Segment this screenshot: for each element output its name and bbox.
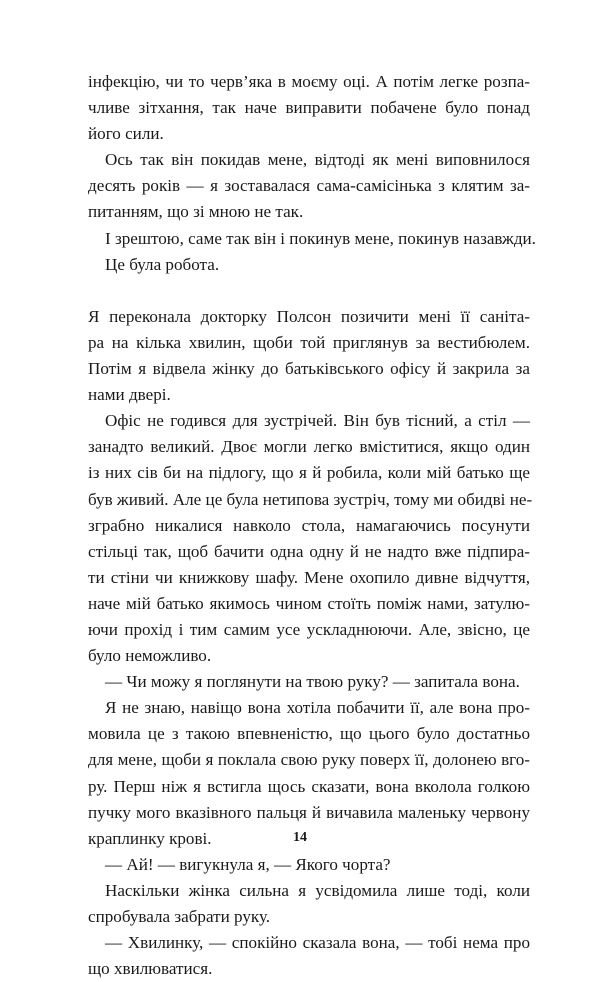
text-line: Я не знаю, навіщо вона хотіла побачити її, але вона про- bbox=[105, 698, 530, 718]
text-line: Ось так він покидав мене, відтоді як мені виповнилося bbox=[105, 150, 530, 170]
text-line: із них сів би на підлогу, що я й робила, коли мій батько ще bbox=[88, 463, 530, 483]
text-line: краплинку крові. bbox=[88, 828, 212, 848]
paragraph bbox=[88, 695, 530, 852]
text-line: — Чи можу я поглянути на твою руку? — запитала вона. bbox=[105, 672, 520, 692]
text-line: для мене, щоби я поклала свою руку поверх її, долонею вго- bbox=[88, 750, 530, 770]
paragraph bbox=[88, 852, 530, 878]
text-line: стільці так, щоб бачити одна одну й не надто вже підпира- bbox=[88, 541, 530, 561]
text-line: спробувала забрати руку. bbox=[88, 907, 271, 926]
paragraph bbox=[88, 69, 530, 147]
text-line: — Ай! — вигукнула я, — Якого чорта? bbox=[105, 854, 391, 874]
text-line: мовила це з такою впевненістю, що цього було достатньо bbox=[88, 724, 530, 744]
text-line: нами двері. bbox=[88, 385, 171, 405]
paragraph bbox=[88, 930, 530, 982]
text-line: інфекцію, чи то черв’яка в моєму оці. А потім легке розпа- bbox=[88, 72, 530, 91]
text-line: ти стіни чи книжкову шафу. Мене охопило дивне відчуття, bbox=[88, 567, 530, 587]
text-line: І зрештою, саме так він і покинув мене, покинув назавжди. bbox=[105, 228, 536, 248]
text-line: був живий. Але це була нетипова зустріч, тому ми обидві не- bbox=[88, 489, 533, 509]
paragraph bbox=[88, 408, 533, 669]
text-line: його сили. bbox=[88, 124, 164, 144]
paragraph bbox=[88, 252, 530, 278]
text-line: занадто великий. Двоє могли легко вміститися, якщо один bbox=[88, 437, 530, 457]
text-line: було неможливо. bbox=[88, 646, 212, 666]
text-line: десять років — я зоставалася сама-самісінька з клятим за- bbox=[88, 176, 530, 196]
text-line: наче мій батько якимось чином стоїть поміж нами, затулю- bbox=[88, 593, 530, 613]
text-line: чливе зітхання, так наче виправити побачене було понад bbox=[88, 98, 530, 118]
text-line: ючи прохід і тим самим усе ускладнюючи. Але, звісно, це bbox=[88, 619, 530, 639]
text-line: пучку мого вказівного пальця й вичавила маленьку червону bbox=[88, 802, 530, 822]
text-line: Потім я відвела жінку до батьківського офісу й закрила за bbox=[88, 359, 530, 379]
text-line: Наскільки жінка сильна я усвідомила лише тоді, коли bbox=[105, 880, 530, 900]
paragraph bbox=[88, 147, 530, 225]
text-line: ру. Перш ніж я встигла щось сказати, вона вколола голкою bbox=[88, 776, 530, 796]
text-line: ра на кілька хвилин, щоби той приглянув за вестибюлем. bbox=[88, 332, 530, 352]
text-line: питанням, що зі мною не так. bbox=[88, 202, 304, 222]
text-line: Це була робота. bbox=[105, 254, 220, 274]
text-line: Я переконала докторку Полсон позичити мені її саніта- bbox=[88, 306, 530, 326]
paragraph bbox=[88, 669, 530, 695]
text-line: — Хвилинку, — спокійно сказала вона, — тобі нема про bbox=[105, 933, 530, 953]
text-line: Офіс не годився для зустрічей. Він був тісний, а стіл — bbox=[105, 411, 530, 431]
text-line: зграбно никалися навколо стола, намагаючись посунути bbox=[88, 515, 530, 535]
paragraph bbox=[88, 226, 536, 252]
text-line: що хвилюватися. bbox=[88, 959, 213, 979]
paragraph bbox=[88, 304, 530, 408]
section-break bbox=[88, 278, 530, 304]
page-number: 14 bbox=[293, 830, 307, 845]
paragraph bbox=[88, 878, 530, 930]
